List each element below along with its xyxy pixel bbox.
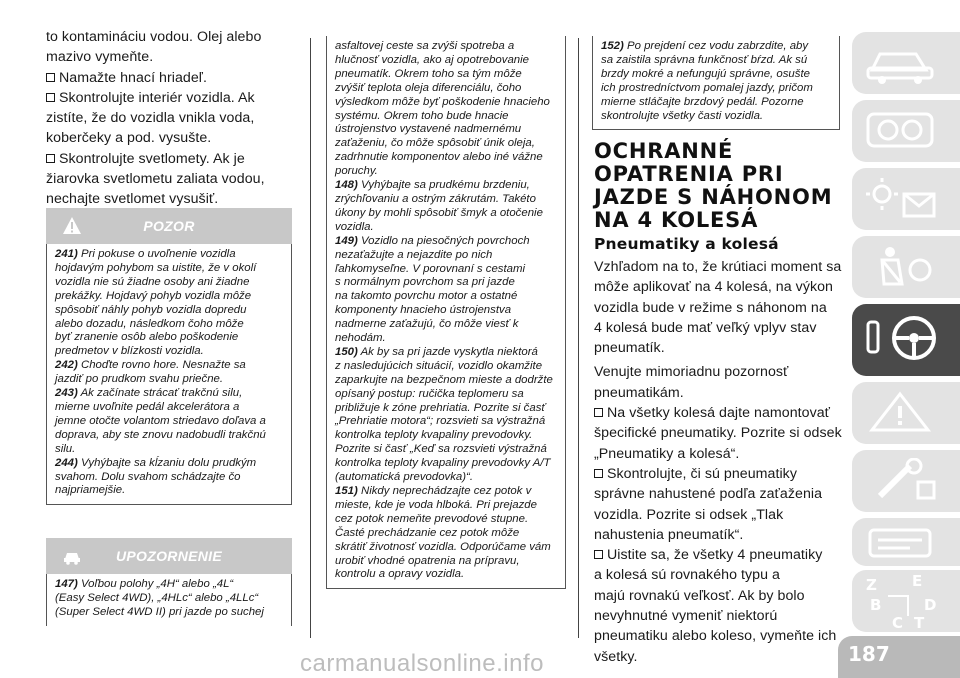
- hazard-icon: [864, 390, 944, 436]
- bullet-item: Namažte hnací hriadeľ.: [46, 68, 292, 88]
- caution-header: [46, 538, 292, 574]
- index-tab-emergency[interactable]: [852, 382, 960, 444]
- caution-box: [46, 538, 292, 626]
- index-tab-alphabetical[interactable]: [852, 570, 960, 632]
- checkbox-icon: [46, 93, 55, 102]
- index-letter: T: [914, 614, 925, 632]
- bullet-item: Na všetky kolesá dajte namontovať: [594, 403, 844, 423]
- index-tab-warning-lights[interactable]: [852, 168, 960, 230]
- warning-body: 241) Pri pokuse o uvoľnenie vozidla hojdavým pohybom sa uistite, že v okolí vozidla nie sú žiadne osoby ani žiadne prekážky. Hojdavý pohyb vozidla môže spôsobiť náhly pohyb vozidla dopredu alebo dozadu, následkom čoho môže byť zranenie osôb alebo poškodenie predmetov v blízkosti vozidla. 242) Choďte rovno hore. Nesnažte sa jazdiť po prudkom svahu priečne. 243) Ak začínate strácať trakčnú silu, mierne uvoľnite pedál akcelerátora a jemne otočte volantom striedavo doľava a doprava, aby ste znovu nadobudli trakčnú silu. 244) Vyhýbajte sa kĺzaniu dolu prudkým svahom. Dolu svahom schádzajte čo najpriamejšie.: [46, 244, 292, 505]
- alphabet-index-icon: [862, 572, 952, 632]
- caution-title: UPOZORNENIE: [116, 548, 222, 564]
- steering-wheel-icon: [864, 312, 944, 368]
- section-heading: OCHRANNÉ OPATRENIA PRI JAZDE S NÁHONOM NA 4 KOLESÁ: [594, 139, 833, 232]
- bullet-item: Uistite sa, že všetky 4 pneumatiky: [594, 545, 844, 565]
- warning-lights-icon: [864, 176, 944, 222]
- checkbox-icon: [594, 469, 603, 478]
- car-icon: [864, 40, 944, 86]
- index-tab-specifications[interactable]: [852, 518, 960, 566]
- warning-box: [46, 208, 292, 505]
- page-number-tab: [838, 636, 960, 678]
- index-tab-vehicle[interactable]: [852, 32, 960, 94]
- page-number: 187: [848, 642, 890, 666]
- warning-title: POZOR: [143, 218, 195, 234]
- dashboard-icon: [864, 108, 944, 154]
- watermark: carmanualsonline.info: [300, 650, 544, 677]
- warning-header: [46, 208, 292, 244]
- index-letter: C: [892, 614, 904, 632]
- body-text: Vzhľadom na to, že krútiaci moment sa môže aplikovať na 4 kolesá, na výkon vozidla bude v režime s náhonom na 4 kolesá bude mať veľký vplyv stav pneumatík. Venujte mimoriadnu pozornosť pneumatikám. Na všetky kolesá dajte namontovať špecifické pneumatiky. Pozrite si odsek „Pneumatiky a kolesá“. Skontrolujte, či sú pneumatiky správne nahustené podľa zaťaženia vozidla. Pozrite si odsek „Tlak nahustenia pneumatík“. Uistite sa, že všetky 4 pneumatiky a kolesá sú rovnakého typu a majú rovnakú veľkosť. Ak by bolo nevyhnutné vymeniť niektorú pneumatiku alebo koleso, vymeňte ich všetky.: [594, 257, 844, 667]
- intro-paragraph: to kontamináciu vodou. Olej alebo mazivo vymeňte. Namažte hnací hriadeľ. Skontrolujte interiér vozidla. Ak zistíte, že do vozidla vnikla voda, koberčeky a pod. vysušte. Skontrolujte svetlomety. Ak je žiarovka svetlometu zaliata vodou, nechajte svetlomet vysušiť.: [46, 27, 292, 210]
- index-letter: Z: [866, 576, 877, 594]
- index-tab-dashboard[interactable]: [852, 100, 960, 162]
- index-tab-starting-driving[interactable]: [852, 304, 960, 376]
- subsection-heading: Pneumatiky a kolesá: [594, 235, 779, 253]
- caution-continued-box: 152) Po prejdení cez vodu zabrzdite, aby sa zaistila správna funkčnosť bŕzd. Ak sú brzdy mokré a nefungujú správne, osušte ich prostredníctvom pomalej jazdy, pričom mierne stláčajte brzdový pedál. Pozorne skontrolujte všetky časti vozidla.: [592, 36, 840, 130]
- column-divider: [578, 38, 579, 638]
- specifications-icon: [864, 526, 944, 560]
- checkbox-icon: [46, 73, 55, 82]
- seatbelt-icon: [864, 244, 944, 290]
- index-tab-maintenance[interactable]: [852, 450, 960, 512]
- bullet-item: Skontrolujte svetlomety. Ak je: [46, 149, 292, 169]
- column-divider: [310, 38, 311, 638]
- caution-continued-box: asfaltovej ceste sa zvýši spotreba a hlučnosť vozidla, ako aj opotrebovanie pneumatík. Okrem toho sa tým môže zvýšiť teplota oleja diferenciálu, čoho výsledkom môže byť poškodenie hnacieho systému. Okrem toho bude hnacie ústrojenstvo vystavené nadmernému zaťaženiu, čo môže spôsobiť únik oleja, zadrhnutie komponentov alebo iné vážne poruchy. 148) Vyhýbajte sa prudkému brzdeniu, zrýchľovaniu a ostrým zákrutám. Takéto úkony by mohli spôsobiť šmyk a otočenie vozidla. 149) Vozidlo na piesočných povrchoch nezaťažujte a nejazdite po nich ľahkomyseľne. V porovnaní s cestami s normálnym povrchom sa pri jazde na takomto povrchu motor a ostatné komponenty hnacieho ústrojenstva nadmerne zaťažujú, čo môže viesť k nehodám. 150) Ak by sa pri jazde vyskytla niektorá z nasledujúcich situácií, vozidlo okamžite zaparkujte na bezpečnom mieste a dodržte opísaný postup: ručička teplomeru sa približuje k zóne prehriatia. Pozrite si časť „Prehriatie motora“; rozsvieti sa výstražná kontrolka teploty kvapaliny prevodovky. Pozrite si časť „Keď sa rozsvieti výstražná kontrolka teploty kvapaliny prevodovky A/T (automatická prevodovka)“. 151) Nikdy neprechádzajte cez potok v mieste, kde je voda hlboká. Pri prejazde cez potok nemeňte prevodové stupne. Časté prechádzanie cez potok môže skrátiť životnosť vozidla. Odporúčame vám urobiť vhodné opatrenia na prípravu, kontrolu a opravy vozidla.: [326, 36, 566, 589]
- index-letter: D: [924, 596, 937, 614]
- checkbox-icon: [594, 550, 603, 559]
- index-tab-safety[interactable]: [852, 236, 960, 298]
- caution-body: 147) Voľbou polohy „4H“ alebo „4L“ (Easy Select 4WD), „4HLc“ alebo „4LLc“ (Super Select 4WD II) pri jazde po suchej: [46, 574, 292, 626]
- bullet-item: Skontrolujte interiér vozidla. Ak: [46, 88, 292, 108]
- checkbox-icon: [46, 154, 55, 163]
- checkbox-icon: [594, 408, 603, 417]
- index-letter: E: [912, 572, 923, 590]
- bullet-item: Skontrolujte, či sú pneumatiky: [594, 464, 844, 484]
- wrench-icon: [864, 458, 944, 504]
- index-letter: B: [870, 596, 882, 614]
